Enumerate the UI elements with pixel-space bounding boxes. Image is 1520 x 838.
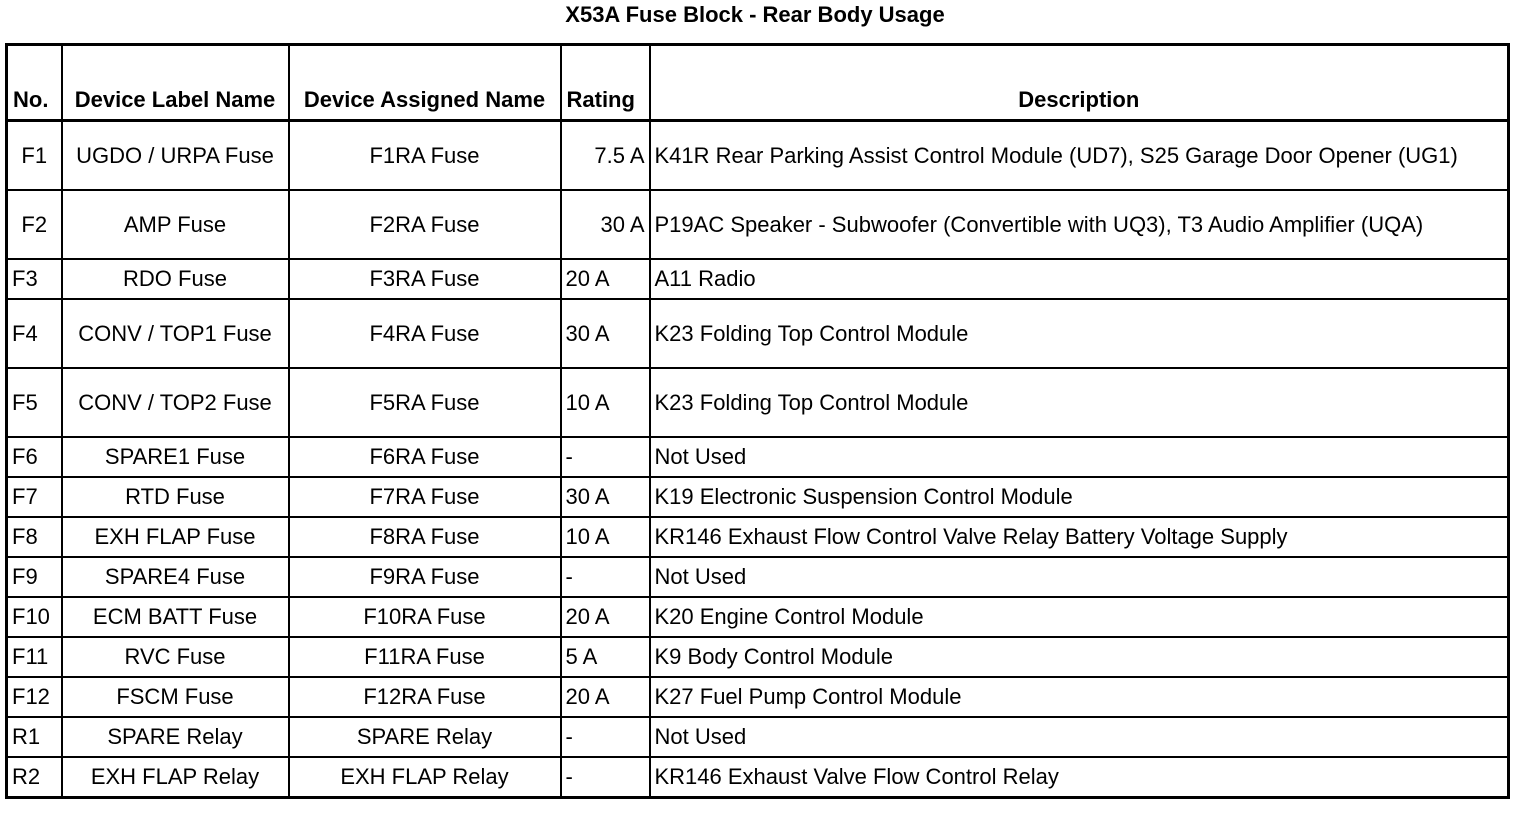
table-row <box>7 477 1509 517</box>
cell-device-label: SPARE1 Fuse <box>62 437 289 477</box>
cell-no: F3 <box>7 259 62 299</box>
cell-no: R2 <box>7 757 62 798</box>
cell-rating: 10 A <box>561 517 650 557</box>
table-row <box>7 557 1509 597</box>
cell-device-assigned: F9RA Fuse <box>289 557 561 597</box>
cell-no: F9 <box>7 557 62 597</box>
cell-device-assigned: F8RA Fuse <box>289 517 561 557</box>
cell-device-assigned: F6RA Fuse <box>289 437 561 477</box>
cell-rating: 30 A <box>561 190 650 259</box>
cell-description: Not Used <box>650 437 1509 477</box>
table-row <box>7 717 1509 757</box>
cell-rating: - <box>561 757 650 798</box>
cell-device-assigned: F1RA Fuse <box>289 121 561 191</box>
cell-rating: - <box>561 717 650 757</box>
cell-device-label: SPARE4 Fuse <box>62 557 289 597</box>
cell-description: K20 Engine Control Module <box>650 597 1509 637</box>
page-title: X53A Fuse Block - Rear Body Usage <box>565 2 945 27</box>
table-row <box>7 121 1509 191</box>
cell-device-assigned: F4RA Fuse <box>289 299 561 368</box>
cell-device-label: SPARE Relay <box>62 717 289 757</box>
cell-rating: 5 A <box>561 637 650 677</box>
cell-device-label: CONV / TOP1 Fuse <box>62 299 289 368</box>
table-row <box>7 517 1509 557</box>
cell-device-assigned: F10RA Fuse <box>289 597 561 637</box>
cell-no: F11 <box>7 637 62 677</box>
table-row <box>7 677 1509 717</box>
header-device-assigned-name: Device Assigned Name <box>289 45 561 121</box>
cell-rating: 30 A <box>561 299 650 368</box>
cell-no: F6 <box>7 437 62 477</box>
cell-no: F7 <box>7 477 62 517</box>
cell-device-label: ECM BATT Fuse <box>62 597 289 637</box>
cell-description: K9 Body Control Module <box>650 637 1509 677</box>
table-row <box>7 259 1509 299</box>
table-row <box>7 597 1509 637</box>
cell-no: R1 <box>7 717 62 757</box>
cell-rating: - <box>561 557 650 597</box>
cell-description: K23 Folding Top Control Module <box>650 299 1509 368</box>
fuse-table <box>5 43 1510 799</box>
cell-device-label: EXH FLAP Relay <box>62 757 289 798</box>
cell-description: P19AC Speaker - Subwoofer (Convertible with UQ3), T3 Audio Amplifier (UQA) <box>650 190 1509 259</box>
cell-device-assigned: F3RA Fuse <box>289 259 561 299</box>
cell-no: F10 <box>7 597 62 637</box>
cell-device-label: CONV / TOP2 Fuse <box>62 368 289 437</box>
cell-device-label: EXH FLAP Fuse <box>62 517 289 557</box>
cell-description: KR146 Exhaust Flow Control Valve Relay Battery Voltage Supply <box>650 517 1509 557</box>
cell-device-assigned: F2RA Fuse <box>289 190 561 259</box>
cell-no: F12 <box>7 677 62 717</box>
cell-no: F5 <box>7 368 62 437</box>
table-row <box>7 437 1509 477</box>
cell-rating: 10 A <box>561 368 650 437</box>
cell-device-assigned: SPARE Relay <box>289 717 561 757</box>
cell-no: F1 <box>7 121 62 191</box>
cell-rating: 7.5 A <box>561 121 650 191</box>
cell-device-label: FSCM Fuse <box>62 677 289 717</box>
cell-rating: 30 A <box>561 477 650 517</box>
table-row <box>7 368 1509 437</box>
cell-description: K23 Folding Top Control Module <box>650 368 1509 437</box>
cell-device-label: UGDO / URPA Fuse <box>62 121 289 191</box>
cell-description: A11 Radio <box>650 259 1509 299</box>
cell-no: F2 <box>7 190 62 259</box>
cell-description: Not Used <box>650 717 1509 757</box>
cell-device-assigned: F12RA Fuse <box>289 677 561 717</box>
cell-device-assigned: F5RA Fuse <box>289 368 561 437</box>
cell-device-label: RTD Fuse <box>62 477 289 517</box>
cell-device-assigned: F7RA Fuse <box>289 477 561 517</box>
cell-no: F8 <box>7 517 62 557</box>
table-header-row <box>7 45 1509 121</box>
cell-description: Not Used <box>650 557 1509 597</box>
header-device-label-name: Device Label Name <box>62 45 289 121</box>
cell-description: K19 Electronic Suspension Control Module <box>650 477 1509 517</box>
cell-rating: 20 A <box>561 597 650 637</box>
cell-rating: - <box>561 437 650 477</box>
cell-device-assigned: F11RA Fuse <box>289 637 561 677</box>
cell-no: F4 <box>7 299 62 368</box>
cell-rating: 20 A <box>561 259 650 299</box>
cell-description: K41R Rear Parking Assist Control Module (UD7), S25 Garage Door Opener (UG1) <box>650 121 1509 191</box>
cell-device-label: RDO Fuse <box>62 259 289 299</box>
table-row <box>7 299 1509 368</box>
table-row <box>7 757 1509 798</box>
cell-description: K27 Fuel Pump Control Module <box>650 677 1509 717</box>
cell-device-label: RVC Fuse <box>62 637 289 677</box>
header-no: No. <box>7 45 62 121</box>
header-description: Description <box>650 45 1509 121</box>
cell-rating: 20 A <box>561 677 650 717</box>
cell-device-label: AMP Fuse <box>62 190 289 259</box>
cell-description: KR146 Exhaust Valve Flow Control Relay <box>650 757 1509 798</box>
table-row <box>7 637 1509 677</box>
table-row <box>7 190 1509 259</box>
cell-device-assigned: EXH FLAP Relay <box>289 757 561 798</box>
header-rating: Rating <box>561 45 650 121</box>
